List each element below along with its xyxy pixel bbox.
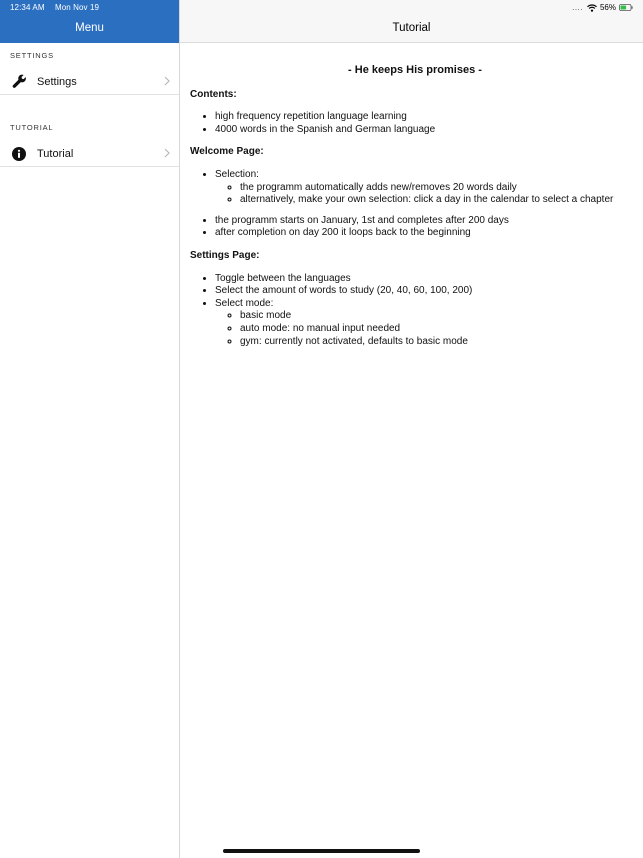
settings-heading: Settings Page: xyxy=(190,249,260,261)
list-item xyxy=(215,169,640,207)
selection-label: Selection: xyxy=(215,168,259,180)
status-bar-left xyxy=(10,3,99,12)
list-item: • the programm starts on January, 1st and completes after 200 days xyxy=(215,215,640,228)
sidebar-item-label: Settings xyxy=(37,75,77,88)
main-header xyxy=(180,0,643,43)
chevron-right-icon xyxy=(164,75,170,89)
list-item: • Toggle between the languages xyxy=(215,273,640,286)
list-item: • high frequency repetition language learning xyxy=(215,111,640,124)
wifi-icon xyxy=(587,4,597,12)
contents-list xyxy=(190,111,640,136)
list-item: ◦ gym: currently not activated, defaults to basic mode xyxy=(240,336,640,349)
welcome-selection-list xyxy=(190,169,640,207)
section-label-settings: SETTINGS xyxy=(10,51,54,60)
list-item: • 4000 words in the Spanish and German language xyxy=(215,124,640,137)
battery-percentage: 56% xyxy=(599,3,616,12)
sidebar-item-settings[interactable] xyxy=(0,69,179,95)
select-mode-label: Select mode: xyxy=(215,297,274,309)
list-item: ◦ auto mode: no manual input needed xyxy=(240,323,640,336)
tutorial-content xyxy=(190,64,640,358)
wrench-icon xyxy=(11,74,27,90)
status-bar-right xyxy=(572,3,633,12)
selection-sublist xyxy=(215,182,640,207)
settings-list xyxy=(190,273,640,349)
list-item: ◦ alternatively, make your own selection: click a day in the calendar to select a chapter xyxy=(240,194,640,207)
section-label-tutorial: TUTORIAL xyxy=(10,123,54,132)
sidebar xyxy=(0,0,180,858)
info-icon xyxy=(11,146,27,162)
status-time: 12:34 AM xyxy=(10,3,45,12)
sidebar-item-label: Tutorial xyxy=(37,147,74,160)
sidebar-header xyxy=(0,0,179,43)
chevron-right-icon xyxy=(164,147,170,161)
page-title: Tutorial xyxy=(392,22,431,34)
signal-indicator: .... xyxy=(572,3,583,12)
mode-sublist xyxy=(215,310,640,348)
list-item: • after completion on day 200 it loops back to the beginning xyxy=(215,227,640,240)
sidebar-title: Menu xyxy=(75,22,104,34)
list-item: ◦ the programm automatically adds new/removes 20 words daily xyxy=(240,182,640,195)
list-item xyxy=(215,298,640,348)
list-item: • Select the amount of words to study (20, 40, 60, 100, 200) xyxy=(215,285,640,298)
welcome-heading: Welcome Page: xyxy=(190,146,264,158)
battery-icon xyxy=(619,4,633,11)
home-indicator[interactable] xyxy=(223,849,420,853)
sidebar-item-tutorial[interactable] xyxy=(0,141,179,167)
doc-heading: - He keeps His promises - xyxy=(348,64,482,76)
contents-heading: Contents: xyxy=(190,88,237,100)
main-panel xyxy=(180,0,643,858)
status-date: Mon Nov 19 xyxy=(54,3,100,12)
list-item: ◦ basic mode xyxy=(240,310,640,323)
welcome-list xyxy=(190,215,640,240)
